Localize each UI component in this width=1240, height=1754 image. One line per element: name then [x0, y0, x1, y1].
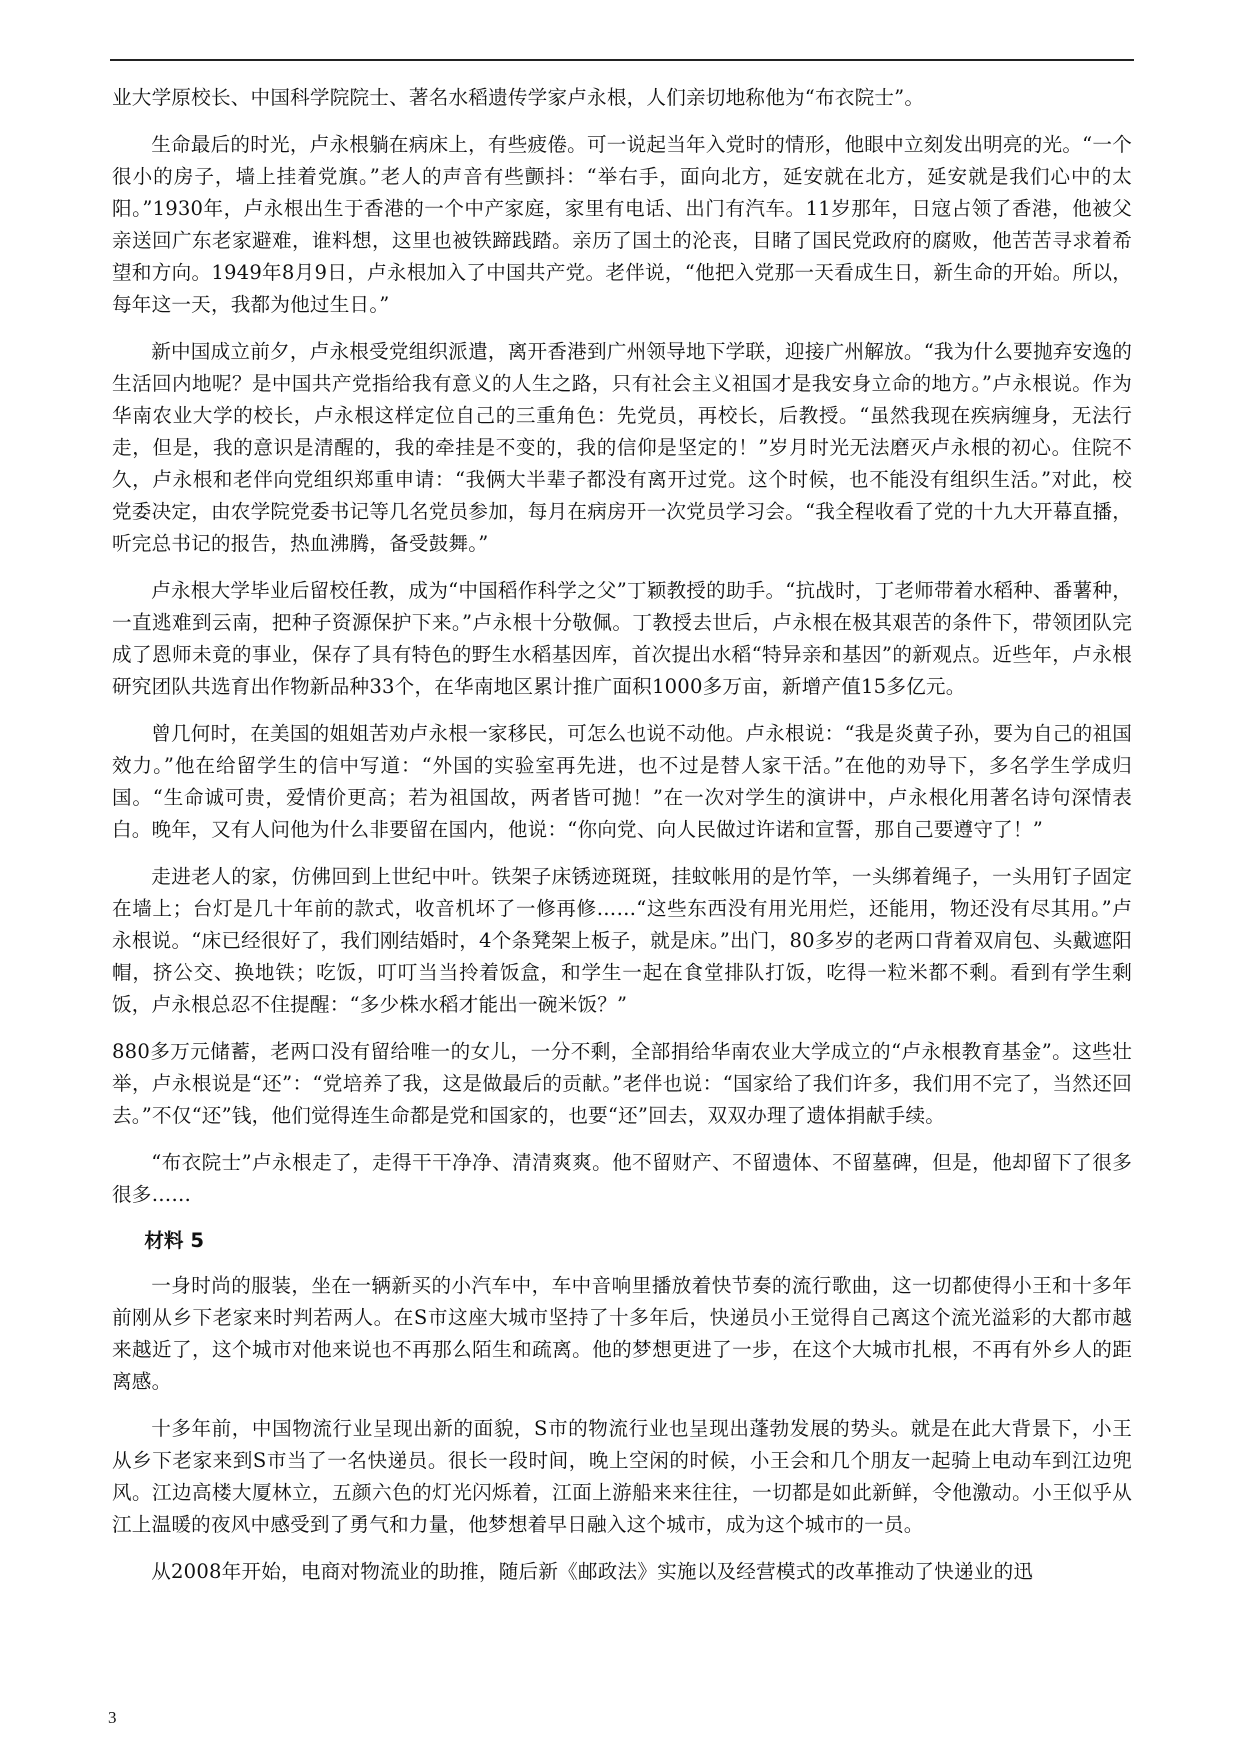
paragraph: 生命最后的时光，卢永根躺在病床上，有些疲倦。可一说起当年入党时的情形，他眼中立刻发出明亮的光。“一个很小的房子，墙上挂着党旗。”老人的声音有些颤抖：“举右手，面向北方，延安就在北方，延安就是我们心中的太阳。”1930年，卢永根出生于香港的一个中产家庭，家里有电话、出门有汽车。11岁那年，日寇占领了香港，他被父亲送回广东老家避难，谁料想，这里也被铁蹄践踏。亲历了国土的沦丧，目睹了国民党政府的腐败，他苦苦寻求着希望和方向。1949年8月9日，卢永根加入了中国共产党。老伴说，“他把入党那一天看成生日，新生命的开始。所以，每年这一天，我都为他过生日。” — [112, 133, 1132, 316]
paragraph: 走进老人的家，仿佛回到上世纪中叶。铁架子床锈迹斑斑，挂蚊帐用的是竹竿，一头绑着绳子，一头用钉子固定在墙上；台灯是几十年前的款式，收音机坏了一修再修……“这些东西没有用光用烂，还能用，物还没有尽其用。”卢永根说。“床已经很好了，我们刚结婚时，4个条凳架上板子，就是床。”出门，80多岁的老两口背着双肩包、头戴遮阳帽，挤公交、换地铁；吃饭，叮叮当当拎着饭盒，和学生一起在食堂排队打饭，吃得一粒米都不剩。看到有学生剩饭，卢永根总忍不住提醒：“多少株水稻才能出一碗米饭？” — [112, 865, 1132, 1016]
document-body — [112, 82, 1132, 1603]
section-heading: 材料 5 — [144, 1229, 204, 1252]
page-number: 3 — [108, 1708, 117, 1727]
paragraph: 业大学原校长、中国科学院院士、著名水稻遗传学家卢永根，人们亲切地称他为“布衣院士”。 — [112, 86, 925, 109]
paragraph: 880多万元储蓄，老两口没有留给唯一的女儿，一分不剩，全部捐给华南农业大学成立的“卢永根教育基金”。这些壮举，卢永根说是“还”：“党培养了我，这是做最后的贡献。”老伴也说：“国家给了我们许多，我们用不完了，当然还回去。”不仅“还”钱，他们觉得连生命都是党和国家的，也要“还”回去，双双办理了遗体捐献手续。 — [112, 1040, 1132, 1127]
paragraph: 从2008年开始，电商对物流业的助推，随后新《邮政法》实施以及经营模式的改革推动了快递业的迅 — [151, 1560, 1034, 1583]
header-rule — [110, 59, 1134, 61]
paragraph: 曾几何时，在美国的姐姐苦劝卢永根一家移民，可怎么也说不动他。卢永根说：“我是炎黄子孙，要为自己的祖国效力。”他在给留学生的信中写道：“外国的实验室再先进，也不过是替人家干活。”在他的劝导下，多名学生学成归国。“生命诚可贵，爱情价更高；若为祖国故，两者皆可抛！”在一次对学生的演讲中，卢永根化用著名诗句深情表白。晚年，又有人问他为什么非要留在国内，他说：“你向党、向人民做过许诺和宣誓，那自己要遵守了！” — [112, 722, 1132, 841]
paragraph: 卢永根大学毕业后留校任教，成为“中国稻作科学之父”丁颖教授的助手。“抗战时，丁老师带着水稻种、番薯种，一直逃难到云南，把种子资源保护下来。”卢永根十分敬佩。丁教授去世后，卢永根在极其艰苦的条件下，带领团队完成了恩师未竟的事业，保存了具有特色的野生水稻基因库，首次提出水稻“特异亲和基因”的新观点。近些年，卢永根研究团队共选育出作物新品种33个，在华南地区累计推广面积1000多万亩，新增产值15多亿元。 — [112, 579, 1132, 698]
paragraph: 一身时尚的服装，坐在一辆新买的小汽车中，车中音响里播放着快节奏的流行歌曲，这一切都使得小王和十多年前刚从乡下老家来时判若两人。在S市这座大城市坚持了十多年后，快递员小王觉得自己离这个流光溢彩的大都市越来越近了，这个城市对他来说也不再那么陌生和疏离。他的梦想更进了一步，在这个大城市扎根，不再有外乡人的距离感。 — [112, 1274, 1132, 1393]
paragraph: 十多年前，中国物流行业呈现出新的面貌，S市的物流行业也呈现出蓬勃发展的势头。就是在此大背景下，小王从乡下老家来到S市当了一名快递员。很长一段时间，晚上空闲的时候，小王会和几个朋友一起骑上电动车到江边兜风。江边高楼大厦林立，五颜六色的灯光闪烁着，江面上游船来来往往，一切都是如此新鲜，令他激动。小王似乎从江上温暖的夜风中感受到了勇气和力量，他梦想着早日融入这个城市，成为这个城市的一员。 — [112, 1417, 1132, 1536]
paragraph: “布衣院士”卢永根走了，走得干干净净、清清爽爽。他不留财产、不留遗体、不留墓碑，但是，他却留下了很多很多…… — [112, 1151, 1132, 1206]
paragraph: 新中国成立前夕，卢永根受党组织派遣，离开香港到广州领导地下学联，迎接广州解放。“我为什么要抛弃安逸的生活回内地呢？是中国共产党指给我有意义的人生之路，只有社会主义祖国才是我安身立命的地方。”卢永根说。作为华南农业大学的校长，卢永根这样定位自己的三重角色：先党员，再校长，后教授。“虽然我现在疾病缠身，无法行走，但是，我的意识是清醒的，我的牵挂是不变的，我的信仰是坚定的！”岁月时光无法磨灭卢永根的初心。住院不久，卢永根和老伴向党组织郑重申请：“我俩大半辈子都没有离开过党。这个时候，也不能没有组织生活。”对此，校党委决定，由农学院党委书记等几名党员参加，每月在病房开一次党员学习会。“我全程收看了党的十九大开幕直播，听完总书记的报告，热血沸腾，备受鼓舞。” — [112, 340, 1132, 555]
